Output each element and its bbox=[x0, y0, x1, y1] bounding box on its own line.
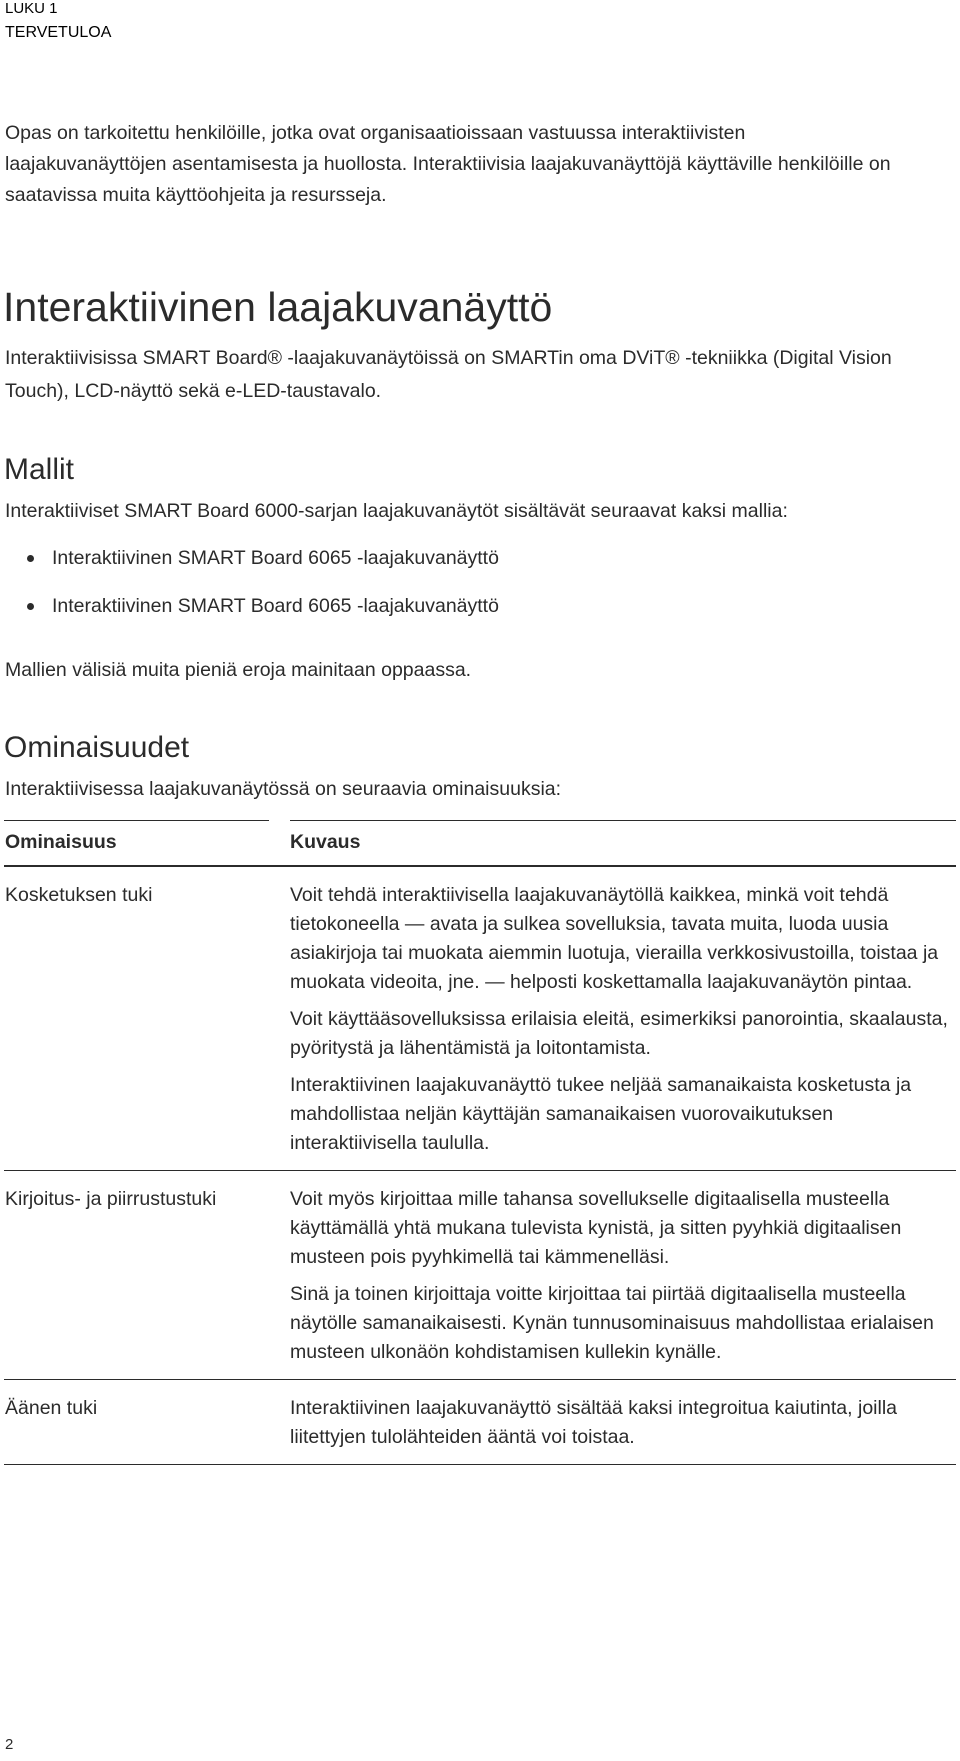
column-header-feature: Ominaisuus bbox=[5, 831, 117, 853]
list-item bbox=[5, 545, 499, 593]
feature-description bbox=[290, 1171, 950, 1379]
chapter-label: LUKU 1 bbox=[5, 0, 58, 17]
features-paragraph: Interaktiivisessa laajakuvanäytössä on seuraavia ominaisuuksia: bbox=[5, 778, 562, 800]
feature-description bbox=[290, 1380, 950, 1464]
chapter-title: TERVETULOA bbox=[5, 24, 112, 41]
features-table bbox=[4, 820, 956, 1465]
divider bbox=[290, 820, 956, 821]
display-heading: Interaktiivinen laajakuvanäyttö bbox=[3, 284, 553, 330]
page-number: 2 bbox=[5, 1736, 14, 1753]
model-label: Interaktiivinen SMART Board 6065 -laajakuvanäyttö bbox=[52, 595, 499, 617]
models-note: Mallien välisiä muita pieniä eroja mainitaan oppaassa. bbox=[5, 659, 472, 681]
description-paragraph: Sinä ja toinen kirjoittaja voitte kirjoittaa tai piirtää digitaalisella musteella näytölle samanaikaisesti. Kynän tunnusominaisuus mahdollistaa erialaisen musteen ulkonäön kohdistamisen kullekin kynälle. bbox=[290, 1283, 934, 1363]
description-paragraph: Voit myös kirjoittaa mille tahansa sovellukselle digitaalisella musteella käyttämällä yhtä mukana tulevista kynistä, ja sitten pyyhkiä digitaalisen musteen pois pyyhkimellä tai kämmenelläsi. bbox=[290, 1188, 902, 1268]
intro-paragraph: Opas on tarkoitettu henkilöille, jotka ovat organisaatioissaan vastuussa interaktiivisten laajakuvanäyttöjen asentamisesta ja huollosta. Interaktiivisia laajakuvanäyttöjä käyttäville henkilöille on saatavissa muita käyttöohjeita ja resursseja. bbox=[5, 122, 891, 206]
bullet-icon bbox=[27, 555, 34, 562]
feature-name: Kirjoitus- ja piirrustustuki bbox=[5, 1188, 217, 1210]
models-heading: Mallit bbox=[4, 453, 75, 486]
description-paragraph: Voit tehdä interaktiivisella laajakuvanäytöllä kaikkea, minkä voit tehdä tietokoneella — avata ja sulkea sovelluksia, tavata muita, luoda uusia asiakirjoja tai muokata aiemmin luotuja, vierailla verkkosivustoilla, toistaa ja muokata videoita, jne. — helposti koskettamalla laajakuvanäytön pintaa. bbox=[290, 884, 939, 993]
model-label: Interaktiivinen SMART Board 6065 -laajakuvanäyttö bbox=[52, 547, 499, 569]
models-paragraph: Interaktiiviset SMART Board 6000-sarjan laajakuvanäytöt sisältävät seuraavat kaksi mallia: bbox=[5, 500, 788, 522]
feature-name: Äänen tuki bbox=[5, 1397, 98, 1419]
feature-description bbox=[290, 867, 950, 1170]
list-item bbox=[5, 593, 499, 641]
feature-name: Kosketuksen tuki bbox=[5, 884, 153, 906]
bullet-icon bbox=[27, 603, 34, 610]
table-header bbox=[4, 820, 956, 867]
models-list bbox=[5, 545, 499, 641]
description-paragraph: Interaktiivinen laajakuvanäyttö sisältää kaksi integroitua kaiutinta, joilla liitettyjen tulolähteiden ääntä voi toistaa. bbox=[290, 1397, 898, 1448]
table-row bbox=[4, 1380, 956, 1465]
description-paragraph: Interaktiivinen laajakuvanäyttö tukee neljää samanaikaista kosketusta ja mahdollistaa neljän käyttäjän samanaikaisen vuorovaikutuksen interaktiivisella taululla. bbox=[290, 1074, 912, 1154]
divider bbox=[4, 820, 269, 821]
description-paragraph: Voit käyttääsovelluksissa erilaisia eleitä, esimerkiksi panorointia, skaalausta, pyöritystä ja lähentämistä ja loitontamista. bbox=[290, 1008, 948, 1059]
display-paragraph: Interaktiivisissa SMART Board® -laajakuvanäytöissä on SMARTin oma DViT® -tekniikka (Digital Vision Touch), LCD-näyttö sekä e-LED-taustavalo. bbox=[5, 347, 892, 402]
column-header-description: Kuvaus bbox=[290, 831, 361, 853]
features-heading: Ominaisuudet bbox=[4, 731, 190, 764]
table-row bbox=[4, 1171, 956, 1380]
table-row bbox=[4, 867, 956, 1171]
